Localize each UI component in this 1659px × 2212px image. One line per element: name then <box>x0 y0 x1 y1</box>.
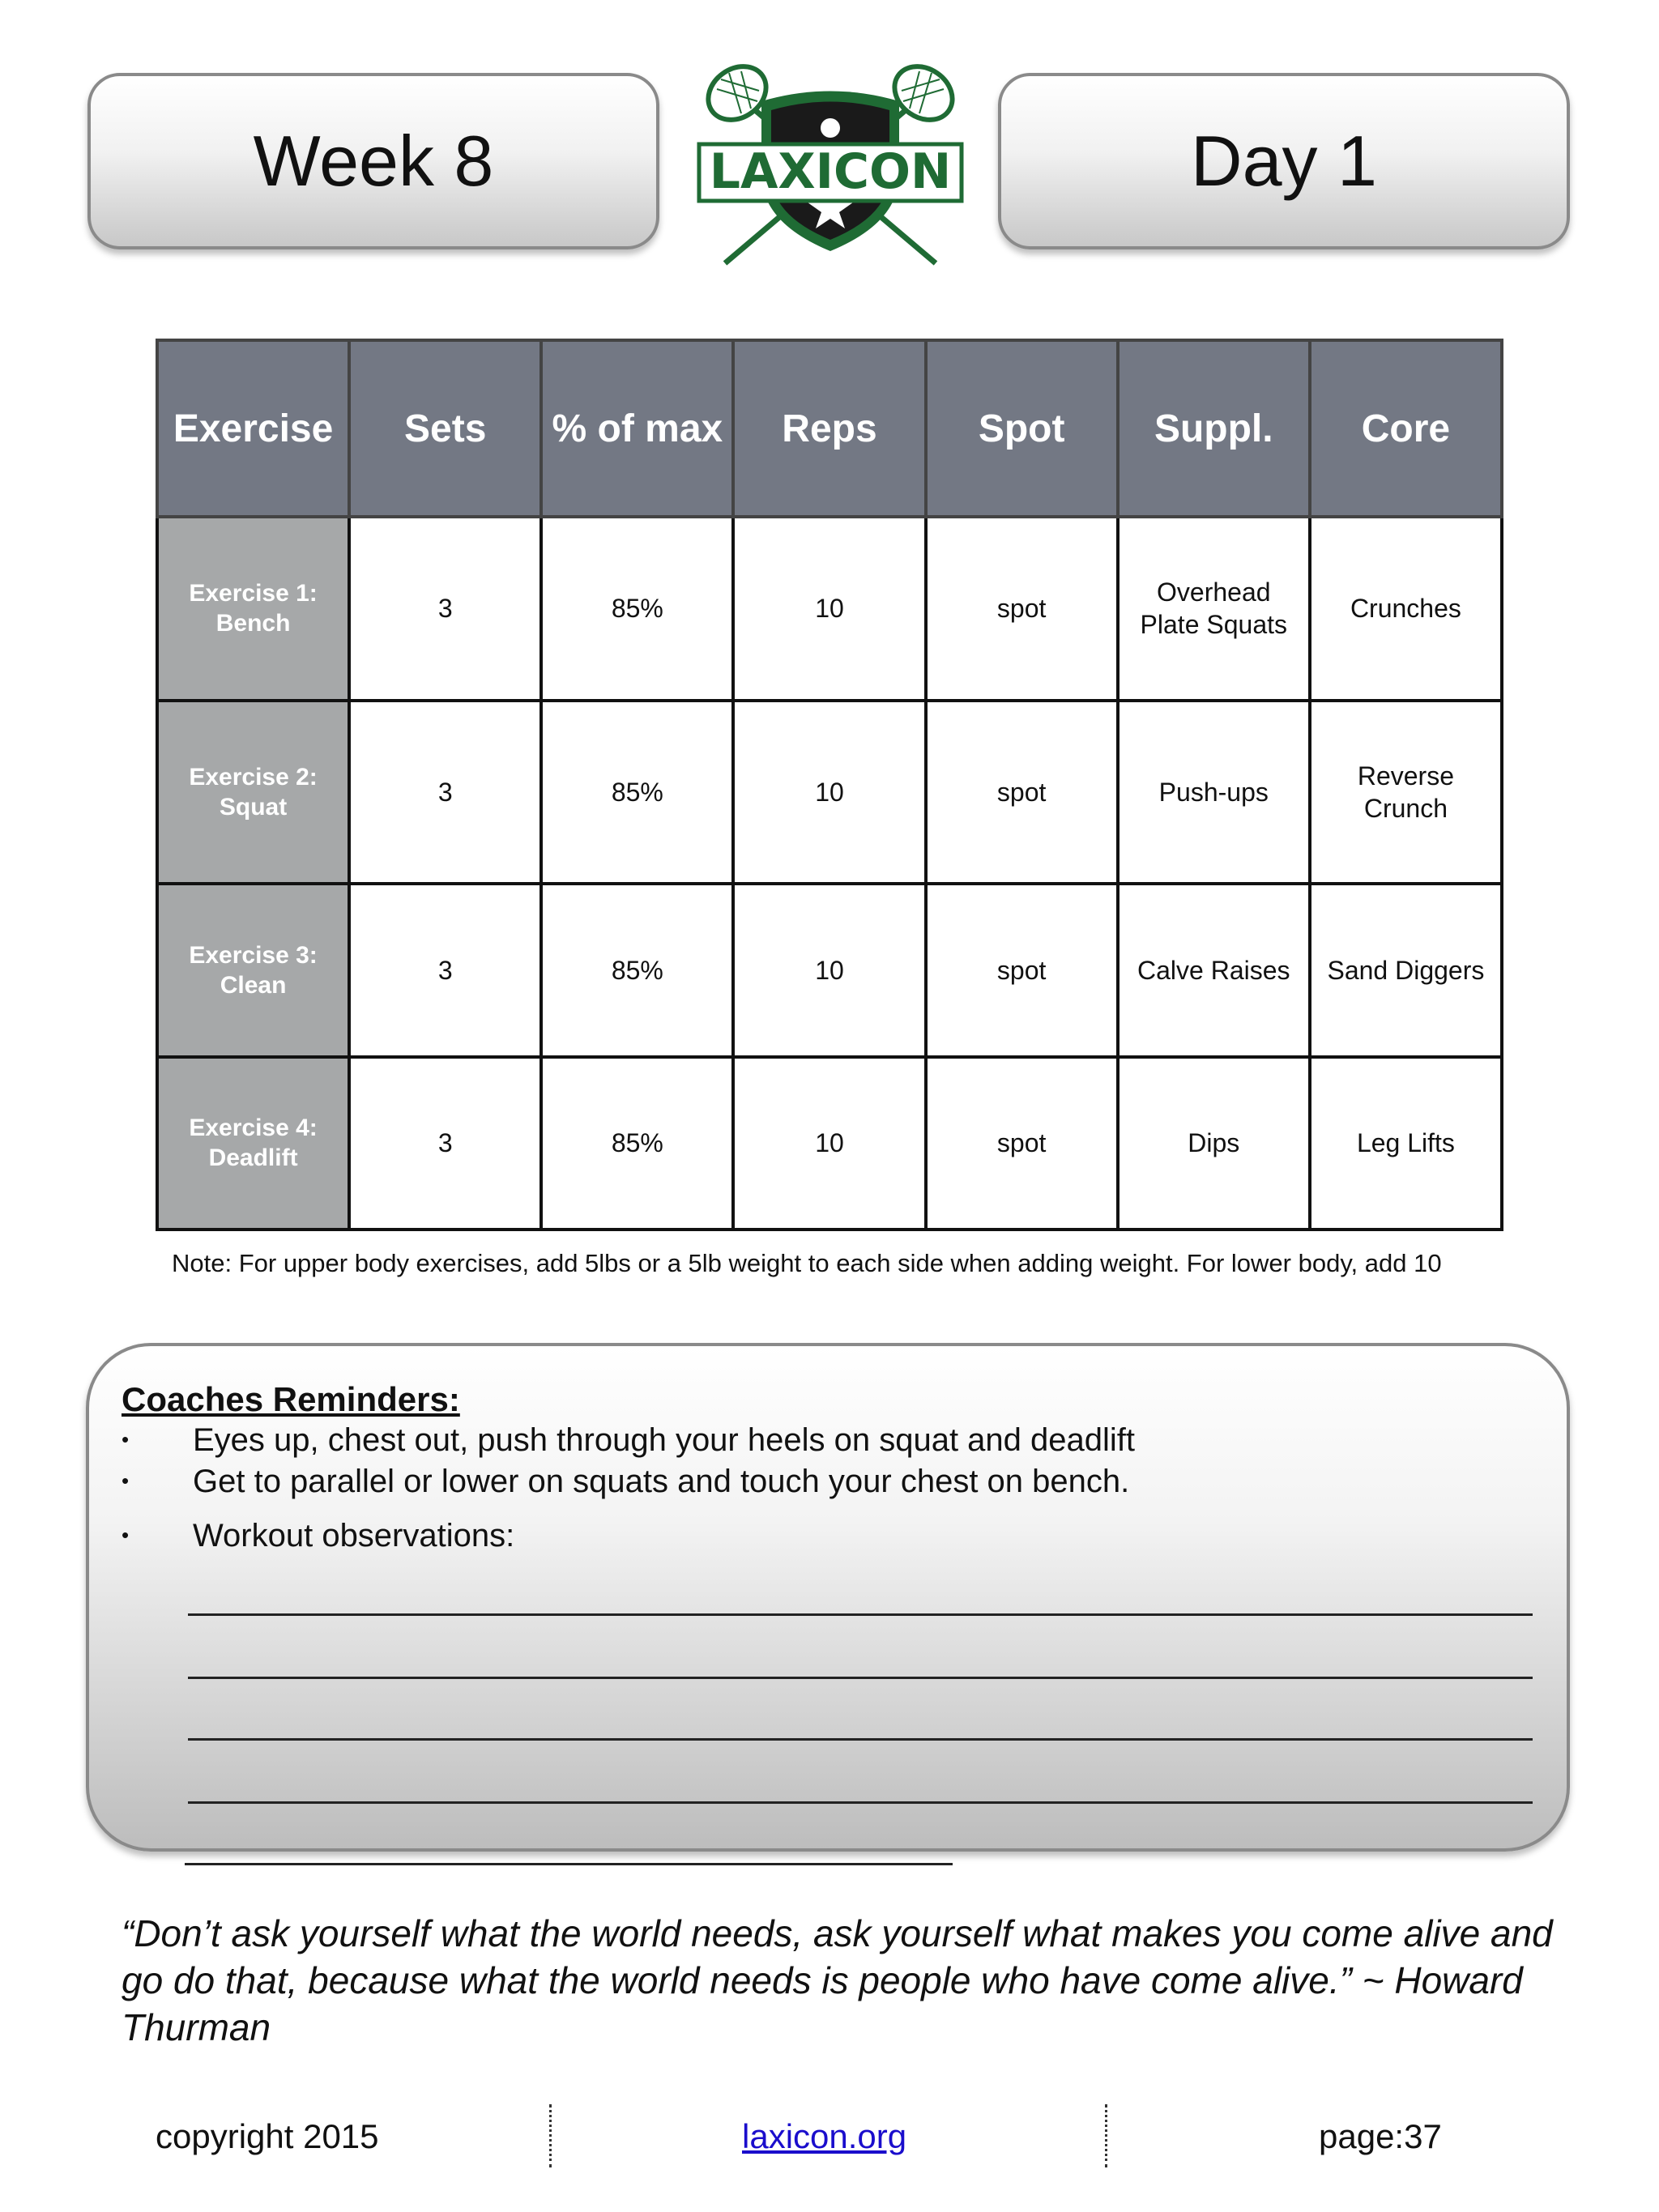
bullet-icon: • <box>122 1468 130 1493</box>
table-row <box>157 701 1502 884</box>
week-label-box <box>87 73 659 249</box>
exercise-name-cell <box>157 1057 349 1230</box>
quote-text: “Don’t ask yourself what the world needs, ask yourself what makes you come alive and go do that, because what the world needs is people who have come alive.” ~ Howard Thurman <box>122 1912 1553 2048</box>
core-cell <box>1310 701 1502 884</box>
exercise-name: Exercise 1: Bench <box>189 579 318 637</box>
reminder-text: Workout observations: <box>193 1518 515 1554</box>
bullet-icon: • <box>122 1523 130 1547</box>
table-row <box>157 1057 1502 1230</box>
sets-cell: 3 <box>349 517 541 701</box>
suppl-text: Calve Raises <box>1137 956 1290 986</box>
sets-cell: 3 <box>349 1057 541 1230</box>
weight-note: Note: For upper body exercises, add 5lbs or a 5lb weight to each side when adding weight. For lower body, add 10 <box>172 1249 1442 1277</box>
core-text: Crunches <box>1350 594 1461 624</box>
core-cell <box>1310 1057 1502 1230</box>
column-header-exercise: Exercise <box>157 340 349 517</box>
observation-line[interactable] <box>188 1613 1533 1616</box>
suppl-text: Push-ups <box>1158 778 1269 808</box>
table-row <box>157 517 1502 701</box>
suppl-text: Dips <box>1188 1128 1240 1158</box>
suppl-text: Overhead Plate Squats <box>1140 578 1287 640</box>
table-row <box>157 884 1502 1056</box>
table-header-row <box>157 340 1502 517</box>
sets-cell: 3 <box>349 701 541 884</box>
day-label-box <box>998 73 1570 249</box>
footer-divider <box>549 2104 552 2167</box>
reminder-text: Eyes up, chest out, push through your heels on squat and deadlift <box>193 1422 1136 1458</box>
percent-cell: 85% <box>541 517 733 701</box>
observation-line[interactable] <box>188 1738 1533 1741</box>
suppl-cell <box>1118 701 1310 884</box>
logo-text: LAXICON <box>709 143 952 200</box>
column-header-spot: Spot <box>926 340 1118 517</box>
day-label: Day 1 <box>1191 121 1377 201</box>
percent-cell: 85% <box>541 701 733 884</box>
suppl-cell <box>1118 517 1310 701</box>
laxicon-link[interactable]: laxicon.org <box>742 2117 907 2155</box>
core-text: Sand Diggers <box>1327 956 1485 986</box>
core-cell <box>1310 517 1502 701</box>
column-header-core: Core <box>1310 340 1502 517</box>
percent-cell: 85% <box>541 1057 733 1230</box>
reps-cell: 10 <box>733 1057 925 1230</box>
column-header-suppl: Suppl. <box>1118 340 1310 517</box>
column-header-percent-max: % of max <box>541 340 733 517</box>
laxicon-logo <box>693 57 968 267</box>
spot-cell: spot <box>926 701 1118 884</box>
exercise-name-cell <box>157 701 349 884</box>
exercise-name: Exercise 3: Clean <box>189 941 318 999</box>
suppl-cell <box>1118 884 1310 1056</box>
observation-line[interactable] <box>188 1801 1533 1804</box>
coaches-reminders-box <box>86 1343 1570 1852</box>
percent-cell: 85% <box>541 884 733 1056</box>
copyright-text: copyright 2015 <box>156 2117 379 2155</box>
reminder-text: Get to parallel or lower on squats and touch your chest on bench. <box>193 1464 1130 1499</box>
core-text: Reverse Crunch <box>1357 761 1454 824</box>
observation-line[interactable] <box>185 1863 953 1865</box>
workout-table <box>156 339 1503 1231</box>
reps-cell: 10 <box>733 884 925 1056</box>
footer-divider <box>1105 2104 1107 2167</box>
exercise-name: Exercise 2: Squat <box>189 763 318 821</box>
core-text: Leg Lifts <box>1356 1128 1455 1158</box>
core-cell <box>1310 884 1502 1056</box>
observation-line[interactable] <box>188 1677 1533 1679</box>
exercise-name-cell <box>157 884 349 1056</box>
column-header-sets: Sets <box>349 340 541 517</box>
reminders-title: Coaches Reminders: <box>122 1380 460 1418</box>
reps-cell: 10 <box>733 517 925 701</box>
spot-cell: spot <box>926 1057 1118 1230</box>
column-header-reps: Reps <box>733 340 925 517</box>
exercise-name-cell <box>157 517 349 701</box>
spot-cell: spot <box>926 517 1118 701</box>
sets-cell: 3 <box>349 884 541 1056</box>
spot-cell: spot <box>926 884 1118 1056</box>
page-number: page:37 <box>1319 2117 1442 2155</box>
bullet-icon: • <box>122 1427 130 1451</box>
exercise-name: Exercise 4: Deadlift <box>189 1114 318 1172</box>
reps-cell: 10 <box>733 701 925 884</box>
suppl-cell <box>1118 1057 1310 1230</box>
week-label: Week 8 <box>253 121 494 201</box>
